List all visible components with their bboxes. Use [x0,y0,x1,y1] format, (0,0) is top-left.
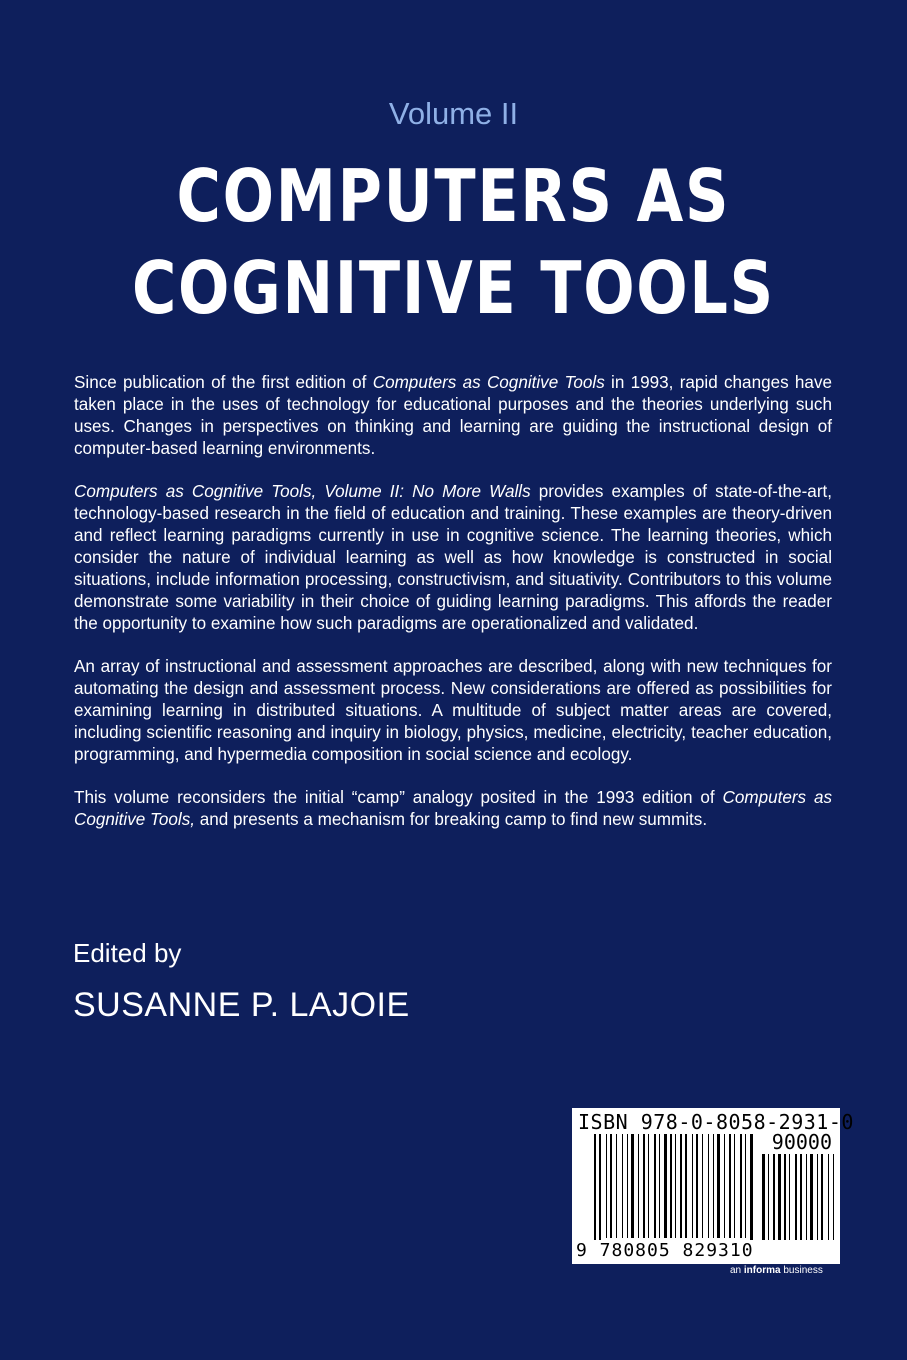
p2-book-title: Computers as Cognitive Tools, Volume II: No More Walls [74,482,531,501]
addon-bar [817,1154,818,1240]
publisher-brand: informa [743,1265,781,1276]
barcode-bar [638,1134,639,1238]
publisher-note [730,1265,823,1276]
barcode [572,1108,854,1264]
addon-bar [768,1154,769,1240]
barcode-bar [724,1134,725,1238]
addon-bar [800,1154,802,1240]
blurb-paragraph-2 [74,481,832,635]
barcode-bar [627,1134,628,1238]
price-code: 90000 [771,1130,832,1154]
addon-bar [806,1154,807,1240]
barcode-bar [729,1134,731,1238]
isbn-label: ISBN 978-0-8058-2931-0 [578,1110,854,1134]
addon-bar [810,1154,813,1240]
barcode-bar [654,1134,656,1238]
p4-text-a: This volume reconsiders the initial “camp” analogy posited in the 1993 edition of [74,788,723,807]
barcode-bar [599,1134,601,1244]
barcode-bar [610,1134,612,1238]
blurb-paragraph-1 [74,372,832,460]
barcode-bar [692,1134,693,1238]
publisher-prefix: an [730,1265,744,1276]
addon-bar [784,1154,786,1240]
barcode-bar [745,1134,746,1238]
p2-text: provides examples of state-of-the-art, technology-based research in the field of education and training. These examples are theory-driven and reflect learning paradigms currently in use in cognitive science. The learning theories, which consider the nature of individual learning as well as how knowledge is constructed in social situations, include information processing, constructivism, and situativity. Contributors to this volume demonstrate some variability in their choice of guiding learning paradigms. This affords the reader the opportunity to examine how such paradigms are operationalized and validated. [74,482,833,633]
addon-bar [778,1154,781,1240]
barcode-bar [594,1134,596,1244]
barcode-bar [670,1134,672,1238]
barcode-bar [702,1134,703,1238]
barcode-bar [680,1134,682,1238]
barcode-bar [685,1134,687,1238]
p4-text-b: and presents a mechanism for breaking camp to find new summits. [195,810,708,829]
blurb [74,372,832,852]
addon-bar [773,1154,775,1240]
book-title [72,150,834,334]
addon-bar [833,1154,834,1240]
barcode-bar [606,1134,607,1238]
addon-bar [762,1154,765,1240]
title-line-2: COGNITIVE TOOLS [131,246,775,330]
addon-bar [828,1154,829,1240]
barcode-bar [696,1134,698,1238]
title-line-1: COMPUTERS AS [176,154,731,238]
barcode-bar [750,1134,753,1244]
barcode-bar [717,1134,720,1238]
barcode-bar [740,1134,742,1238]
barcode-bar [675,1134,676,1238]
barcode-bar [734,1134,735,1238]
barcode-bar [622,1134,623,1238]
barcode-bar [616,1134,617,1238]
ean-digits: 9 780805 829310 [576,1240,754,1261]
barcode-bar [643,1134,645,1238]
p4-book-title: Computers as Cognitive Tools, [74,788,832,829]
addon-bar [789,1154,790,1240]
edited-by-label: Edited by [73,938,182,968]
p1-book-title: Computers as Cognitive Tools [372,373,605,392]
p1-text-b: in 1993, rapid changes have taken place in the uses of technology for educational purposes and the theories underlying such uses. Changes in perspectives on thinking and learning are guiding the instructional design of computer-based learning environments. [74,373,832,458]
blurb-paragraph-4 [74,787,832,831]
publisher-suffix: business [780,1265,823,1276]
editor-name: SUSANNE P. LAJOIE [73,986,410,1024]
barcode-bar [648,1134,649,1238]
barcode-bar [664,1134,667,1238]
volume-label: Volume II [388,96,519,131]
blurb-paragraph-3: An array of instructional and assessment approaches are described, along with new techniques for automating the design and assessment process. New considerations are offered as possibilities for examining learning in distributed situations. A multitude of subject matter areas are covered, including scientific reasoning and inquiry in biology, physics, medicine, electricity, teacher education, programming, and hypermedia composition in social science and ecology. [74,657,832,764]
p1-text-a: Since publication of the first edition of [74,373,373,392]
barcode-bar [708,1134,709,1238]
barcode-bar [659,1134,660,1238]
barcode-bar [631,1134,634,1238]
addon-bar [795,1154,797,1240]
addon-bar [821,1154,823,1240]
barcode-bar [713,1134,714,1238]
